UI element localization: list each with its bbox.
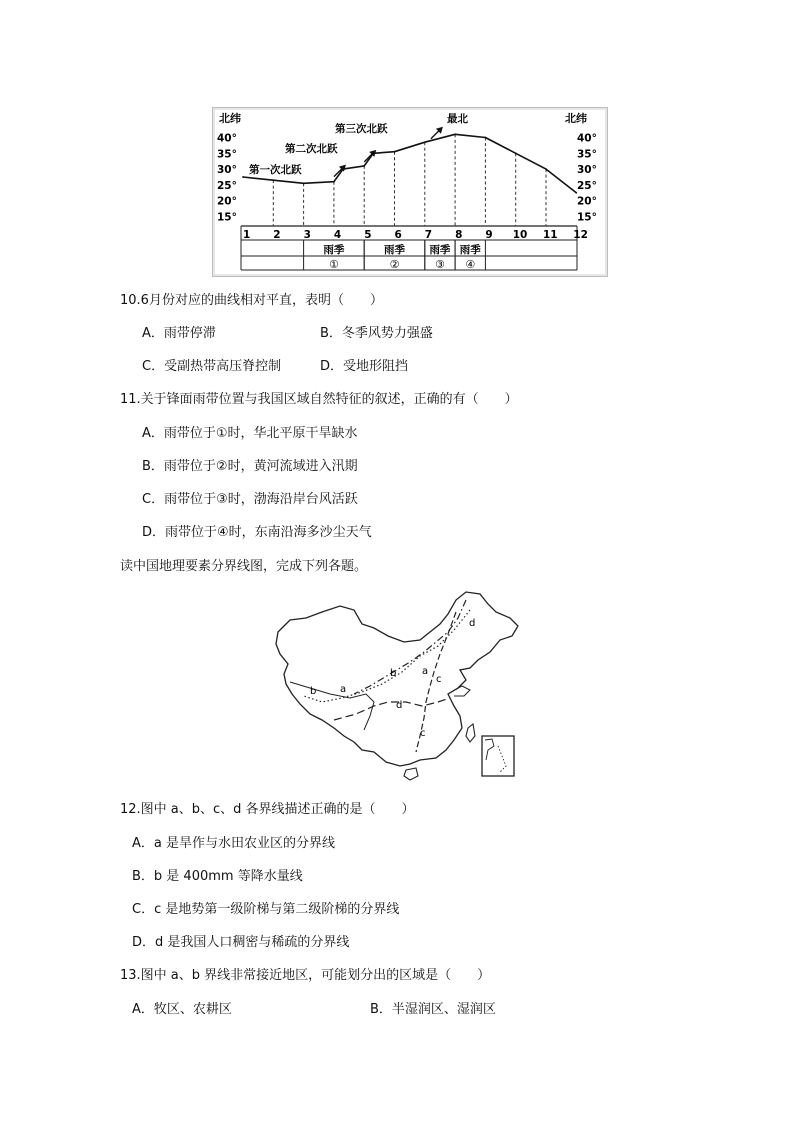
y-tick-left-15: 15° xyxy=(217,211,237,224)
rain-season-label-4: 雨季 xyxy=(459,244,481,256)
y-tick-left-20: 20° xyxy=(217,195,237,208)
rain-season-label-1: 雨季 xyxy=(323,244,345,256)
rain-belt-point-8 xyxy=(394,151,396,153)
rain-season-number-3: ③ xyxy=(435,258,445,271)
map-label-c-south: c xyxy=(420,728,426,739)
china-map-svg xyxy=(270,590,524,790)
map-label-b-west: b xyxy=(310,686,317,697)
inset-coast xyxy=(485,739,494,760)
month-label-12: 12 xyxy=(573,229,588,241)
month-label-11: 11 xyxy=(543,229,558,241)
month-label-7: 7 xyxy=(424,229,433,241)
annotation-jump1: 第一次北跃 xyxy=(249,164,302,176)
boundary-line-b xyxy=(304,610,470,702)
q10-option-a: A．雨带停滞 xyxy=(142,326,216,341)
rain-belt-chart xyxy=(212,107,608,277)
map-label-b-center: b xyxy=(390,668,397,679)
q13-option-a: A．牧区、农耕区 xyxy=(132,1002,232,1017)
boundary-line-a xyxy=(354,600,466,694)
q11-option-d: D．雨带位于④时，东南沿海多沙尘天气 xyxy=(142,525,372,540)
annotation-jump3: 第三次北跃 xyxy=(335,123,388,135)
rain-belt-point-13 xyxy=(545,168,547,170)
month-label-2: 2 xyxy=(273,229,281,241)
hainan-island xyxy=(404,768,418,780)
y-tick-right-25: 25° xyxy=(577,179,597,192)
rain-belt-point-6 xyxy=(363,165,365,167)
map-label-a-west: a xyxy=(340,684,347,695)
q12-option-a: A．a 是旱作与水田农业区的分界线 xyxy=(132,836,335,851)
left-axis-title: 北纬 xyxy=(219,112,241,125)
annotation-jump2: 第二次北跃 xyxy=(285,143,338,155)
rain-season-number-4: ④ xyxy=(465,258,476,271)
month-label-9: 9 xyxy=(485,229,493,241)
month-label-10: 10 xyxy=(512,229,528,241)
rain-belt-point-12 xyxy=(515,152,517,154)
y-tick-right-30: 30° xyxy=(577,164,597,177)
q10-option-d: D．受地形阻挡 xyxy=(320,359,409,374)
inset-dotted-line xyxy=(498,746,506,772)
rain-season-label-2: 雨季 xyxy=(384,244,405,256)
month-label-4: 4 xyxy=(333,229,342,241)
q11-option-b: B．雨带位于②时，黄河流域进入汛期 xyxy=(142,459,358,474)
month-label-8: 8 xyxy=(455,229,463,241)
y-tick-left-30: 30° xyxy=(217,164,237,177)
q13-stem: 13.图中 a、b 界线非常接近地区，可能划分出的区域是（ ） xyxy=(120,968,491,983)
china-boundary-map xyxy=(270,590,524,790)
q11-stem: 11.关于锋面雨带位置与我国区域自然特征的叙述，正确的有（ ） xyxy=(120,392,518,407)
rain-belt-point-14 xyxy=(575,192,577,194)
rain-belt-point-9 xyxy=(424,141,426,143)
section-intro-map: 读中国地理要素分界线图，完成下列各题。 xyxy=(120,559,368,574)
month-label-6: 6 xyxy=(394,229,402,241)
map-label-c-north: c xyxy=(436,674,442,685)
taiwan-island xyxy=(466,724,475,742)
y-tick-left-25: 25° xyxy=(217,179,237,192)
boundary-line-d xyxy=(334,698,450,720)
q10-stem: 10.6月份对应的曲线相对平直，表明（ ） xyxy=(120,293,383,308)
y-tick-right-15: 15° xyxy=(577,211,597,224)
map-label-d-ne: d xyxy=(469,618,476,629)
map-label-d-center: d xyxy=(396,700,403,711)
rain-season-number-1: ① xyxy=(328,258,339,271)
rain-belt-point-10 xyxy=(454,133,456,135)
q10-option-b: B．冬季风势力强盛 xyxy=(320,326,433,341)
y-tick-right-35: 35° xyxy=(577,148,597,161)
month-label-1: 1 xyxy=(243,229,251,241)
q13-option-b: B．半湿润区、湿润区 xyxy=(370,1002,496,1017)
rain-season-label-3: 雨季 xyxy=(429,244,451,256)
y-tick-right-40: 40° xyxy=(577,132,597,145)
rain-season-number-2: ② xyxy=(389,258,400,271)
map-label-a-north: a xyxy=(422,666,429,677)
rain-belt-chart-svg xyxy=(213,108,607,276)
rain-belt-point-4 xyxy=(333,181,335,183)
rain-belt-point-2 xyxy=(272,179,274,181)
q10-option-c: C．受副热带高压脊控制 xyxy=(142,359,282,374)
rain-belt-point-1 xyxy=(242,176,244,178)
y-tick-right-20: 20° xyxy=(577,195,597,208)
q12-option-b: B．b 是 400mm 等降水量线 xyxy=(132,869,303,884)
month-label-5: 5 xyxy=(364,229,372,241)
q11-option-a: A．雨带位于①时，华北平原干旱缺水 xyxy=(142,426,358,441)
annotation-north: 最北 xyxy=(447,113,468,125)
y-tick-left-40: 40° xyxy=(217,132,237,145)
rain-belt-point-3 xyxy=(303,182,305,184)
right-axis-title: 北纬 xyxy=(565,112,587,125)
q11-option-c: C．雨带位于③时，渤海沿岸台风活跃 xyxy=(142,492,358,507)
y-tick-left-35: 35° xyxy=(217,148,237,161)
month-label-3: 3 xyxy=(303,229,311,241)
q12-option-c: C．c 是地势第一级阶梯与第二级阶梯的分界线 xyxy=(132,902,400,917)
shandong-peninsula xyxy=(448,686,470,696)
q12-option-d: D．d 是我国人口稠密与稀疏的分界线 xyxy=(132,935,350,950)
q12-stem: 12.图中 a、b、c、d 各界线描述正确的是（ ） xyxy=(120,802,415,817)
rain-belt-point-11 xyxy=(485,137,487,139)
